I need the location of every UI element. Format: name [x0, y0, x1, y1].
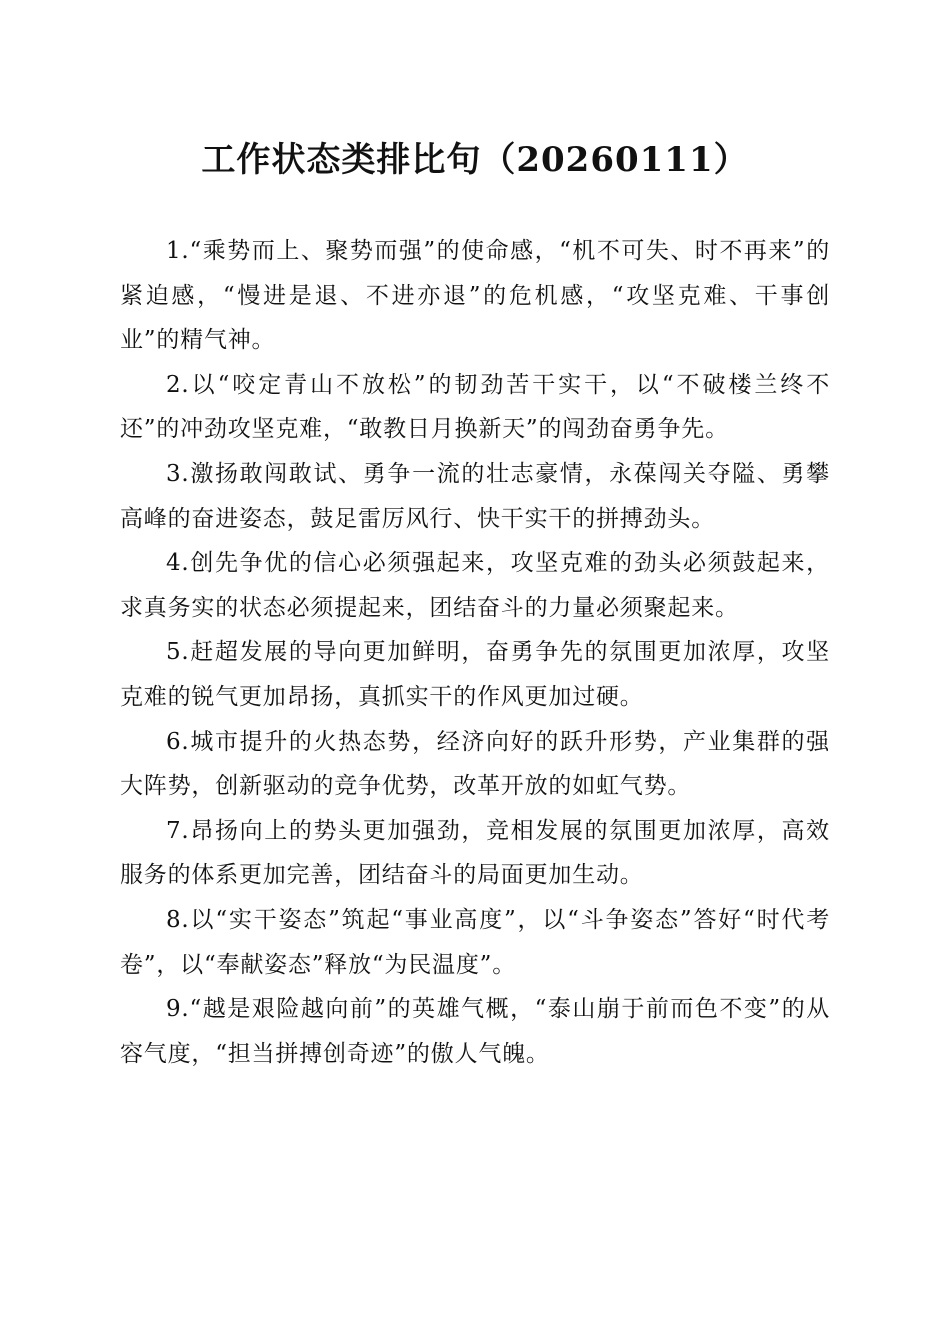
- paragraph-2: 2.以“咬定青山不放松”的韧劲苦干实干，以“不破楼兰终不还”的冲劲攻坚克难，“敢教日月换新天”的闯劲奋勇争先。: [120, 371, 830, 443]
- paragraph-9: 9.“越是艰险越向前”的英雄气概，“泰山崩于前而色不变”的从容气度，“担当拼搏创奇迹”的傲人气魄。: [120, 996, 830, 1067]
- paragraph-8: 8.以“实干姿态”筑起“事业高度”，以“斗争姿态”答好“时代考卷”，以“奉献姿态”释放“为民温度”。: [120, 906, 830, 978]
- paragraph-7: 7.昂扬向上的势头更加强劲，竞相发展的氛围更加浓厚，高效服务的体系更加完善，团结奋斗的局面更加生动。: [120, 817, 830, 889]
- paragraph-4: 4.创先争优的信心必须强起来，攻坚克难的劲头必须鼓起来，求真务实的状态必须提起来，团结奋斗的力量必须聚起来。: [120, 550, 830, 621]
- paragraph-1: 1.“乘势而上、聚势而强”的使命感，“机不可失、时不再来”的紧迫感，“慢进是退、不进亦退”的危机感，“攻坚克难、干事创业”的精气神。: [120, 238, 830, 354]
- paragraph-3: 3.激扬敢闯敢试、勇争一流的壮志豪情，永葆闯关夺隘、勇攀高峰的奋进姿态，鼓足雷厉风行、快干实干的拼搏劲头。: [120, 460, 830, 532]
- document-body: [120, 229, 830, 1076]
- document-title: 工作状态类排比句（20260111）: [201, 140, 749, 180]
- paragraph-5: 5.赶超发展的导向更加鲜明，奋勇争先的氛围更加浓厚，攻坚克难的锐气更加昂扬，真抓实干的作风更加过硬。: [120, 639, 830, 710]
- paragraph-6: 6.城市提升的火热态势，经济向好的跃升形势，产业集群的强大阵势，创新驱动的竞争优势，改革开放的如虹气势。: [120, 728, 830, 800]
